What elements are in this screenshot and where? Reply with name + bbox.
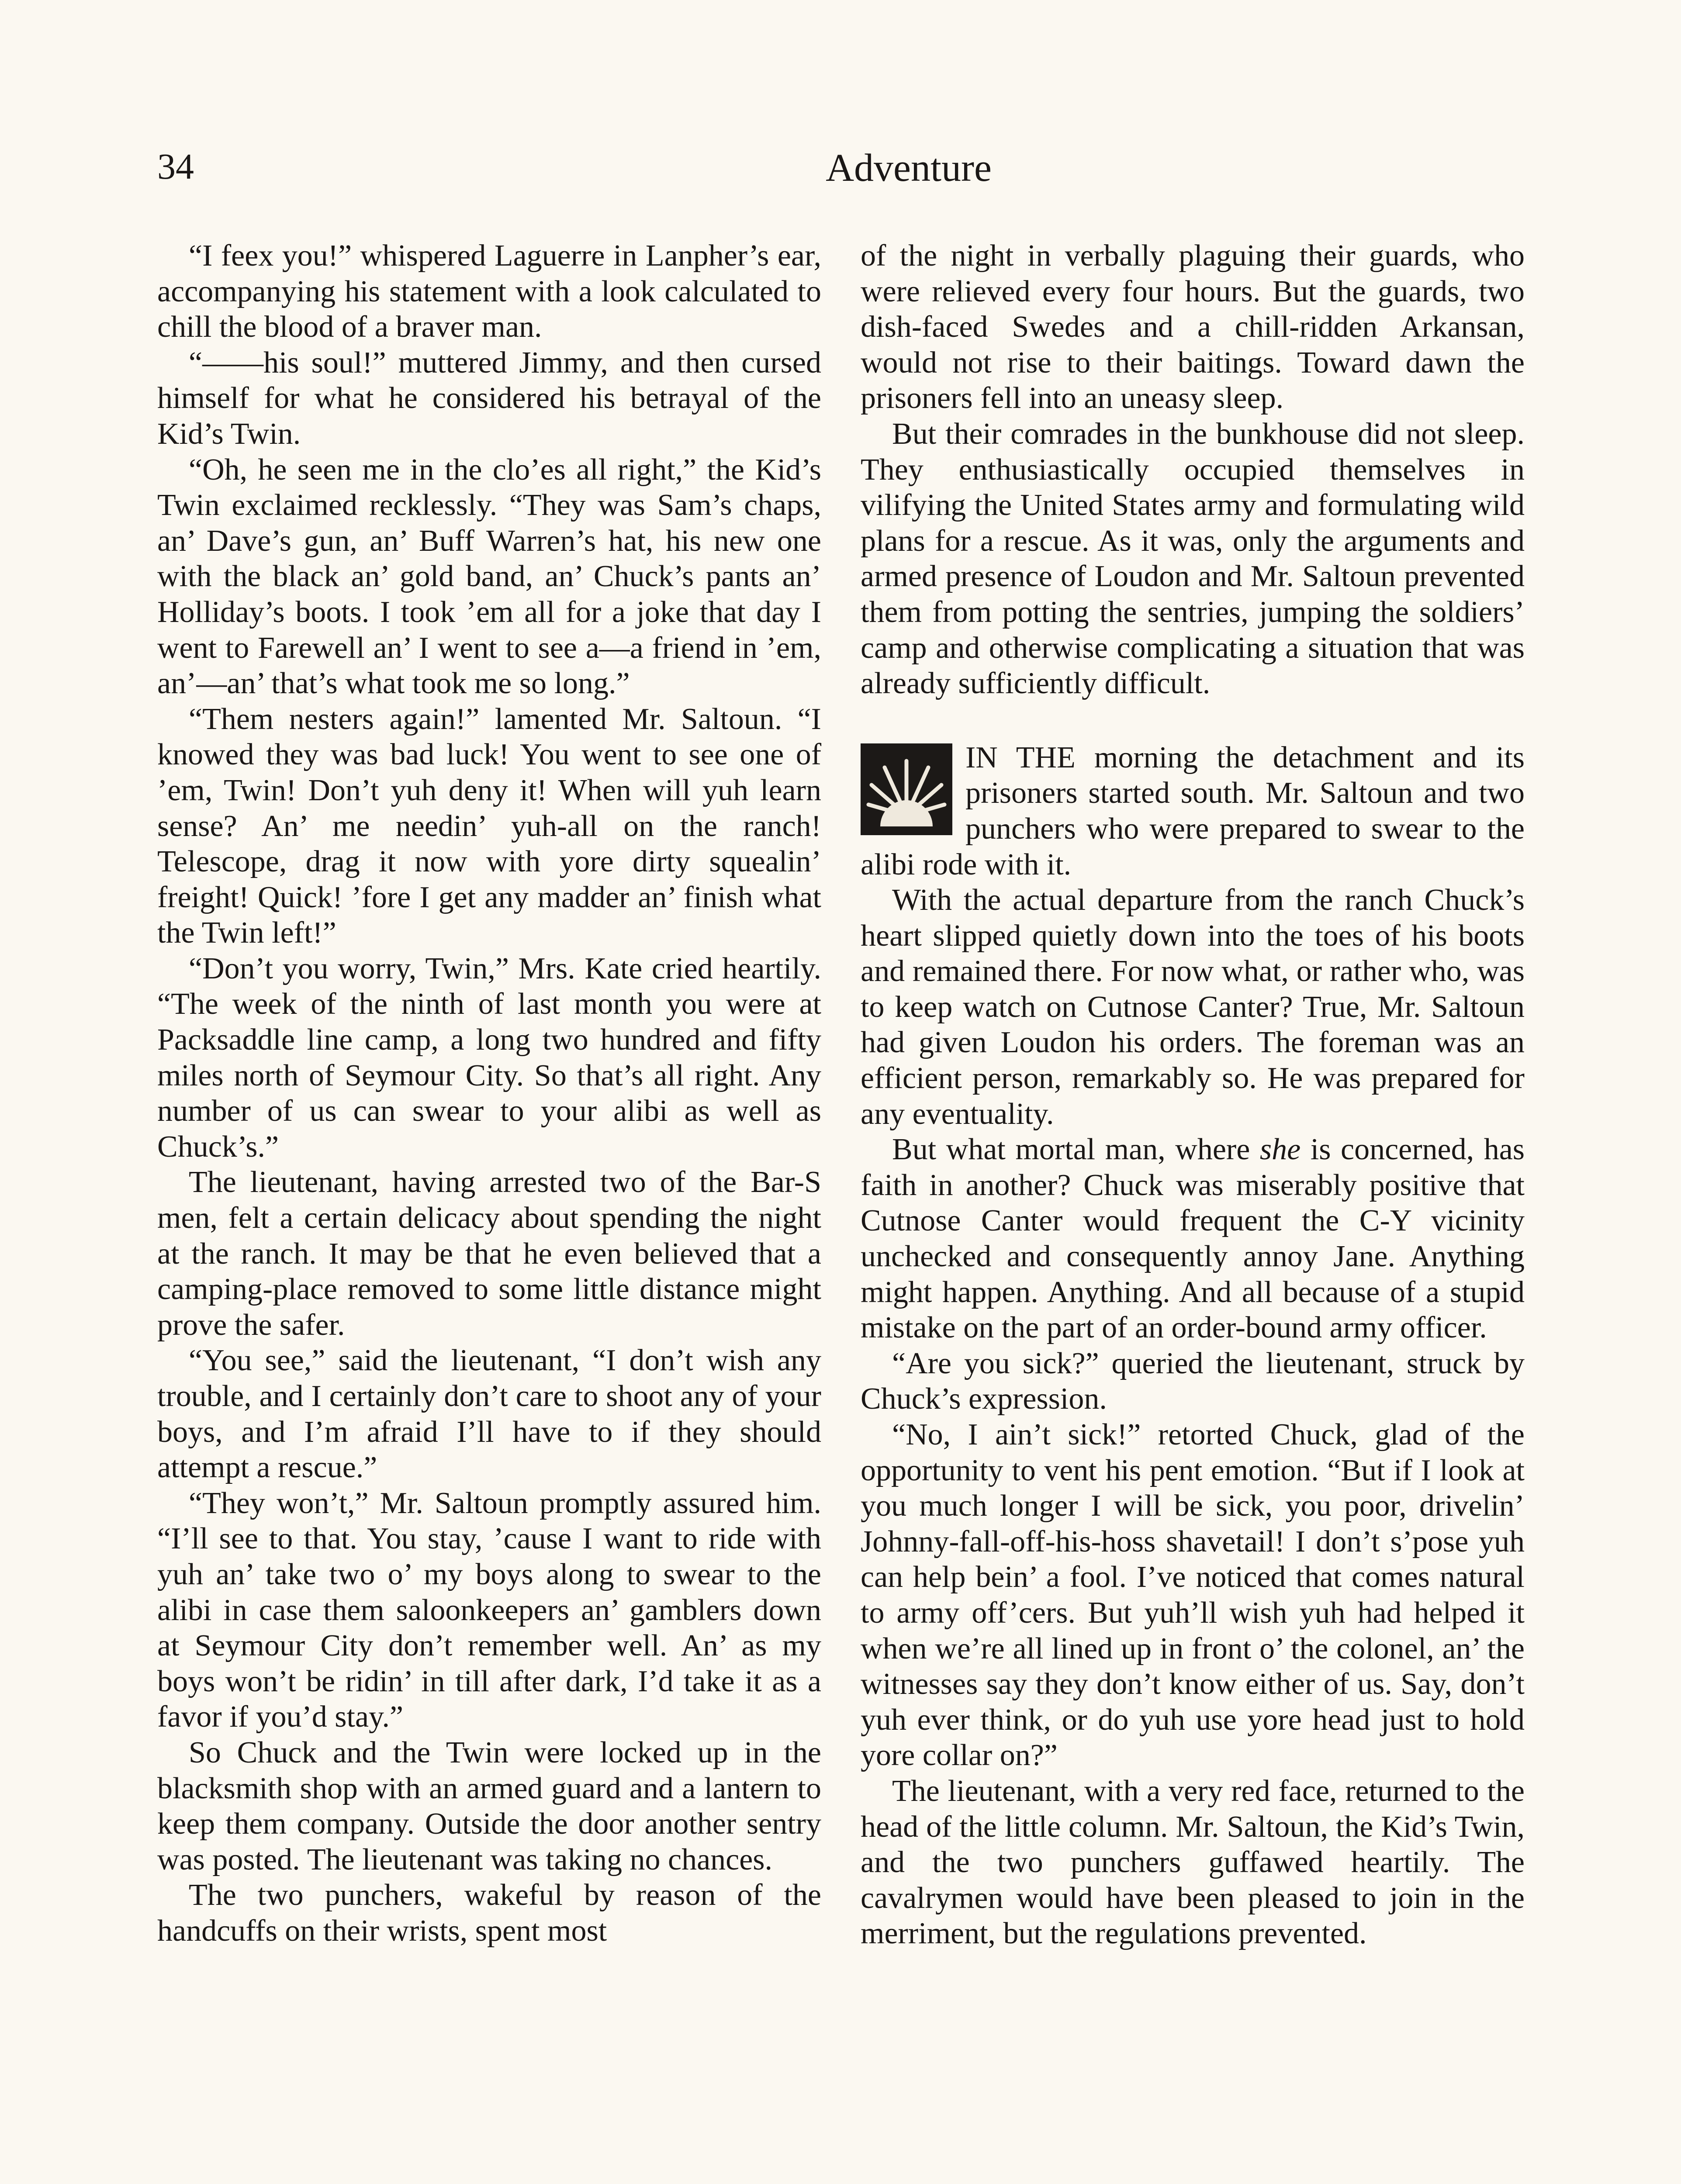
paragraph xyxy=(861,1132,1525,1346)
paragraph: But their comrades in the bunkhouse did not sleep. They enthusiastically occupied themselves in vilifying the United States army and formulating wild plans for a rescue. As it was, only the arguments and armed presence of Loudon and Mr. Saltoun prevented them from potting the sentries, jumping the soldiers’ camp and otherwise complicating a situation that was already sufficiently difficult. xyxy=(861,417,1525,701)
paragraph: The lieutenant, with a very red face, returned to the head of the little column. Mr. Saltoun, the Kid’s Twin, and the two punchers guffawed heartily. The cavalrymen would have been pleased to join in the merriment, but the regulations prevented. xyxy=(861,1774,1525,1951)
paragraph: “Are you sick?” queried the lieutenant, struck by Chuck’s expression. xyxy=(861,1346,1525,1416)
left-column xyxy=(157,238,821,1949)
paragraph: “I feex you!” whispered Laguerre in Lanpher’s ear, accompanying his statement with a look calculated to chill the blood of a braver man. xyxy=(157,239,821,344)
paragraph-text: is concerned, has faith in another? Chuck was miserably positive that Cutnose Canter would frequent the C-Y vicinity unchecked and consequently annoy Jane. Anything might happen. Anything. And all because of a stupid mistake on the part of an order-bound army officer. xyxy=(861,1133,1525,1345)
paragraph: With the actual departure from the ranch Chuck’s heart slipped quietly down into the toes of his boots and remained there. For now what, or rather who, was to keep watch on Cutnose Canter? True, Mr. Saltoun had given Loudon his orders. The foreman was an efficient person, remarkably so. He was prepared for any eventuality. xyxy=(861,883,1525,1131)
paragraph: “Don’t you worry, Twin,” Mrs. Kate cried heartily. “The week of the ninth of last month you were at Packsaddle line camp, a long two hundred and fifty miles north of Seymour City. So that’s all right. Any number of us can swear to your alibi as well as Chuck’s.” xyxy=(157,951,821,1164)
paragraph-text: But what mortal man, where xyxy=(892,1133,1260,1167)
paragraph: So Chuck and the Twin were locked up in the blacksmith shop with an armed guard and a lantern to keep them company. Outside the door another sentry was posted. The lieutenant was taking no chances. xyxy=(157,1735,821,1876)
paragraph: “——his soul!” muttered Jimmy, and then cursed himself for what he considered his betrayal of the Kid’s Twin. xyxy=(157,346,821,451)
section-opening-paragraph xyxy=(861,740,1525,882)
paragraph: “No, I ain’t sick!” retorted Chuck, glad of the opportunity to vent his pent emotion. “But if I look at you much longer I will be sick, you poor, drivelin’ Johnny-fall-off-his-hoss shavetail! I don’t s’pose yuh can help bein’ a fool. I’ve noticed that comes natural to army off’cers. But yuh’ll wish yuh had helped it when we’re all lined up in front o’ the colonel, an’ the witnesses say they don’t know either of us. Say, don’t yuh ever think, or do yuh use yore head just to hold yore collar on?” xyxy=(861,1418,1525,1773)
right-column xyxy=(861,238,1525,1952)
paragraph: The lieutenant, having arrested two of the Bar-S men, felt a certain delicacy about spending the night at the ranch. It may be that he even believed that a camping-place removed to some little distance might prove the safer. xyxy=(157,1165,821,1342)
running-head: Adventure xyxy=(826,146,992,190)
section-break xyxy=(861,702,1525,740)
paragraph: of the night in verbally plaguing their guards, who were relieved every four hours. But the guards, two dish-faced Swedes and a chill-ridden Arkansan, would not rise to their baitings. Toward dawn the prisoners fell into an uneasy sleep. xyxy=(861,239,1525,415)
paragraph: The two punchers, wakeful by reason of the handcuffs on their wrists, spent most xyxy=(157,1878,821,1948)
paragraph: “You see,” said the lieutenant, “I don’t wish any trouble, and I certainly don’t care to shoot any of your boys, and I’m afraid I’ll have to if they should attempt a rescue.” xyxy=(157,1344,821,1485)
paragraph: “Oh, he seen me in the clo’es all right,” the Kid’s Twin exclaimed recklessly. “They was Sam’s chaps, an’ Dave’s gun, an’ Buff Warren’s hat, his new one with the black an’ gold band, an’ Chuck’s pants an’ Holliday’s boots. I took ’em all for a joke that day I went to Farewell an’ I went to see a—a friend in ’em, an’—an’ that’s what took me so long.” xyxy=(157,453,821,701)
section-opening-text: IN THE morning the detachment and its prisoners started south. Mr. Saltoun and two punchers who were prepared to swear to the alibi rode with it. xyxy=(861,740,1525,881)
paragraph: “They won’t,” Mr. Saltoun promptly assured him. “I’ll see to that. You stay, ’cause I want to ride with yuh an’ take two o’ my boys along to swear to the alibi in case them saloonkeepers an’ gamblers down at Seymour City don’t remember well. An’ as my boys won’t be ridin’ in till after dark, I’d take it as a favor if you’d stay.” xyxy=(157,1486,821,1734)
sunburst-ornament-icon xyxy=(861,743,952,835)
paragraph: “Them nesters again!” lamented Mr. Saltoun. “I knowed they was bad luck! You went to see one of ’em, Twin! Don’t yuh deny it! When will yuh learn sense? An’ me needin’ yuh-all on the ranch! Telescope, drag it now with yore dirty squealin’ freight! Quick! ’fore I get any madder an’ finish what the Twin left!” xyxy=(157,702,821,950)
page-number: 34 xyxy=(157,146,194,187)
emphasis-word: she xyxy=(1259,1133,1301,1167)
